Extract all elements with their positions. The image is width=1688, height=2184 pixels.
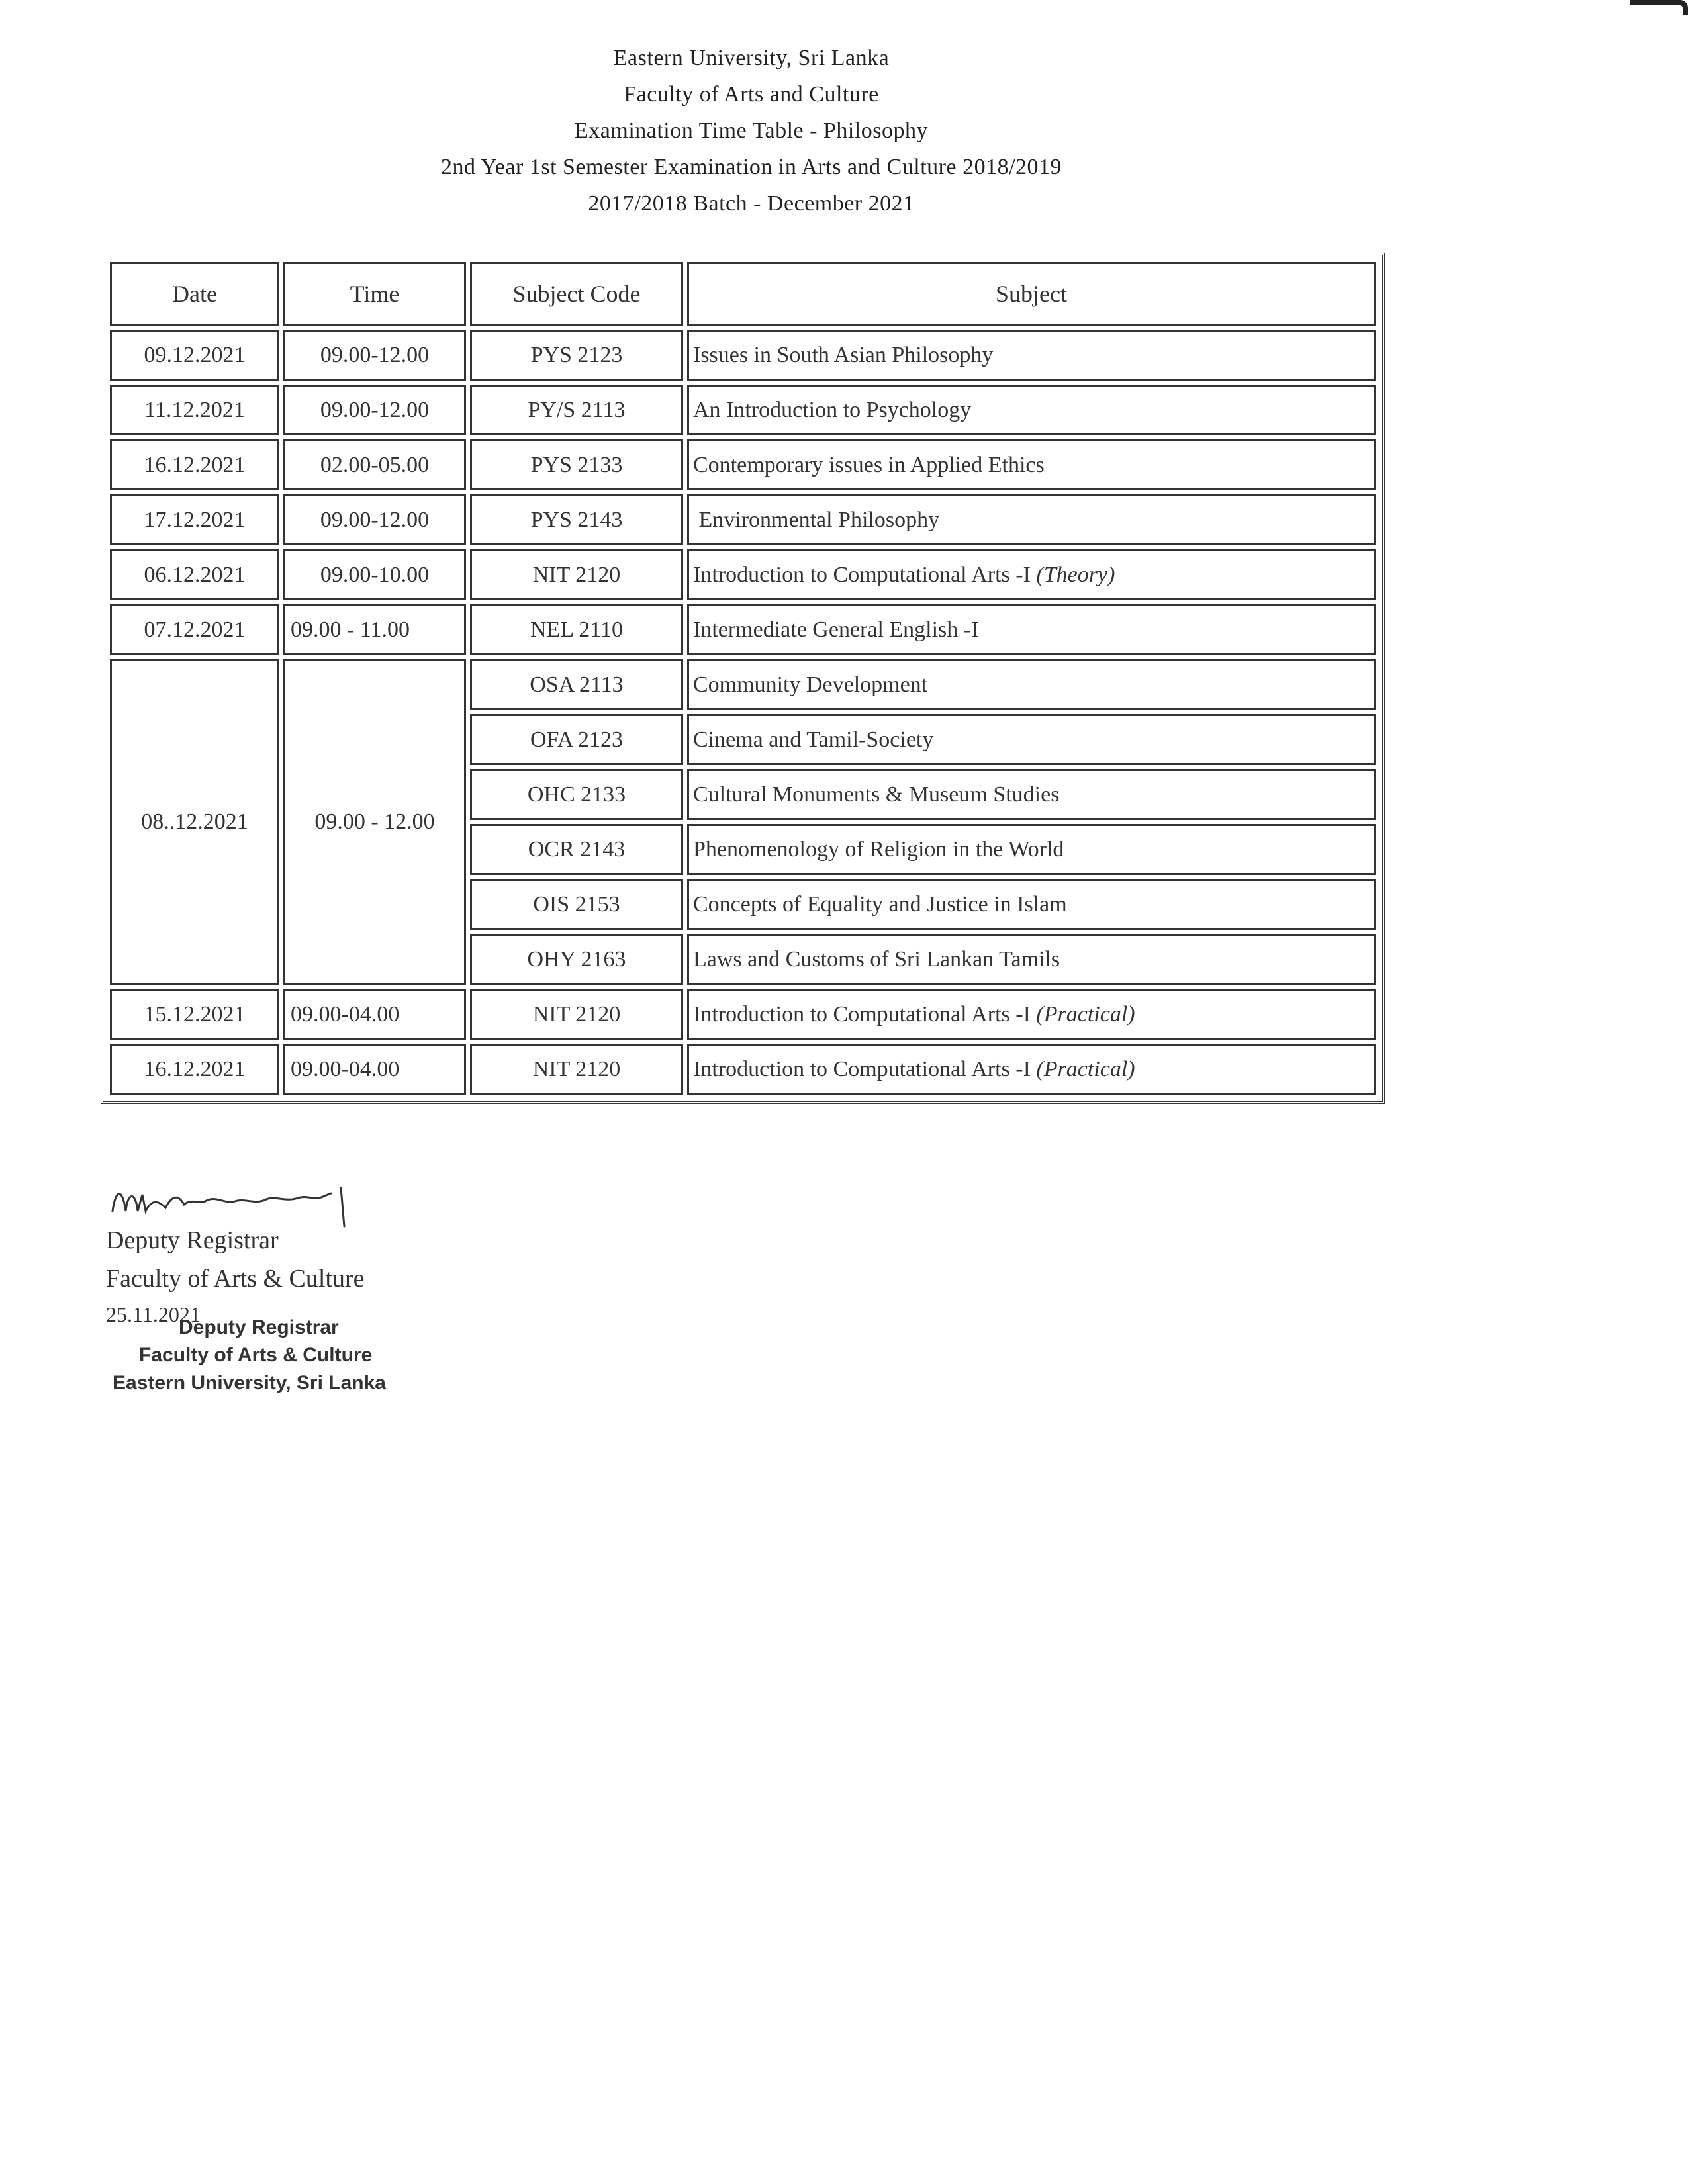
cell-subject <box>687 934 1376 985</box>
subject-text: Concepts of Equality and Justice in Islam <box>693 891 1067 917</box>
cell-code: NIT 2120 <box>470 549 683 600</box>
cell-code: OIS 2153 <box>470 879 683 930</box>
table-row <box>110 659 1376 710</box>
cell-code: OFA 2123 <box>470 714 683 765</box>
subject-text: An Introduction to Psychology <box>693 397 972 422</box>
table-row <box>110 989 1376 1040</box>
cell-subject <box>687 769 1376 820</box>
subject-text: Environmental Philosophy <box>698 507 940 532</box>
table-row <box>110 1044 1376 1095</box>
stamp-line-2: Faculty of Arts & Culture <box>139 1344 373 1366</box>
cell-subject <box>687 1044 1376 1095</box>
subject-text: Phenomenology of Religion in the World <box>693 837 1064 862</box>
subject-text: Intermediate General English -I <box>693 617 979 642</box>
document-header <box>0 40 1503 222</box>
cell-date: 17.12.2021 <box>110 494 279 545</box>
signatory-faculty: Faculty of Arts & Culture <box>106 1265 365 1293</box>
subject-text: Cultural Monuments & Museum Studies <box>693 782 1060 807</box>
table-row <box>110 494 1376 545</box>
cell-time: 02.00-05.00 <box>283 439 466 490</box>
handwritten-signature <box>106 1175 450 1221</box>
cell-code: OHY 2163 <box>470 934 683 985</box>
header-subject-code: Subject Code <box>470 262 683 326</box>
cell-subject <box>687 439 1376 490</box>
official-stamp <box>113 1314 386 1397</box>
timetable-frame <box>101 253 1385 1104</box>
cell-time: 09.00-04.00 <box>283 1044 466 1095</box>
signature-block <box>106 1175 450 1331</box>
cell-subject <box>687 330 1376 381</box>
cell-time: 09.00-10.00 <box>283 549 466 600</box>
cell-code: PYS 2123 <box>470 330 683 381</box>
cell-code: PYS 2143 <box>470 494 683 545</box>
signatory-title: Deputy Registrar <box>106 1226 279 1254</box>
timetable-title: Examination Time Table - Philosophy <box>575 118 928 143</box>
subject-mode: (Practical) <box>1036 1056 1135 1081</box>
cell-date: 09.12.2021 <box>110 330 279 381</box>
table-row <box>110 385 1376 435</box>
cell-time: 09.00-12.00 <box>283 494 466 545</box>
cell-date: 07.12.2021 <box>110 604 279 655</box>
cell-code: NIT 2120 <box>470 1044 683 1095</box>
cell-subject <box>687 494 1376 545</box>
subject-text: Introduction to Computational Arts -I <box>693 562 1031 587</box>
subject-text: Introduction to Computational Arts -I <box>693 1001 1031 1026</box>
cell-date: 16.12.2021 <box>110 439 279 490</box>
cell-date: 06.12.2021 <box>110 549 279 600</box>
cell-subject <box>687 879 1376 930</box>
cell-time: 09.00-12.00 <box>283 330 466 381</box>
cell-subject <box>687 824 1376 875</box>
cell-time: 09.00-12.00 <box>283 385 466 435</box>
cell-code: PYS 2133 <box>470 439 683 490</box>
subject-text: Contemporary issues in Applied Ethics <box>693 452 1045 477</box>
table-row <box>110 549 1376 600</box>
cell-code: OCR 2143 <box>470 824 683 875</box>
cell-subject <box>687 659 1376 710</box>
subject-text: Laws and Customs of Sri Lankan Tamils <box>693 946 1060 972</box>
cell-code: PY/S 2113 <box>470 385 683 435</box>
subject-mode: (Practical) <box>1036 1001 1135 1026</box>
stamp-line-3: Eastern University, Sri Lanka <box>113 1372 386 1394</box>
cell-time: 09.00 - 11.00 <box>283 604 466 655</box>
subject-text: Introduction to Computational Arts -I <box>693 1056 1031 1081</box>
cell-date-group: 08..12.2021 <box>110 659 279 985</box>
subject-mode: (Theory) <box>1036 562 1115 587</box>
batch-info: 2017/2018 Batch - December 2021 <box>588 191 915 216</box>
cell-time: 09.00-04.00 <box>283 989 466 1040</box>
cell-code: OSA 2113 <box>470 659 683 710</box>
subject-text: Issues in South Asian Philosophy <box>693 342 994 367</box>
header-subject: Subject <box>687 262 1376 326</box>
timetable <box>106 258 1380 1099</box>
university-name: Eastern University, Sri Lanka <box>613 46 890 70</box>
cell-time-group: 09.00 - 12.00 <box>283 659 466 985</box>
header-date: Date <box>110 262 279 326</box>
cell-subject <box>687 989 1376 1040</box>
subject-text: Community Development <box>693 672 928 697</box>
cell-subject <box>687 714 1376 765</box>
cell-subject <box>687 549 1376 600</box>
subject-text: Cinema and Tamil-Society <box>693 727 934 752</box>
table-header-row <box>110 262 1376 326</box>
signature-scribble-icon <box>106 1175 384 1228</box>
table-row <box>110 330 1376 381</box>
header-time: Time <box>283 262 466 326</box>
signature-date: 25.11.2021 <box>106 1302 201 1326</box>
faculty-name: Faculty of Arts and Culture <box>624 82 879 107</box>
exam-description: 2nd Year 1st Semester Examination in Arts and Culture 2018/2019 <box>440 155 1062 179</box>
cell-code: NIT 2120 <box>470 989 683 1040</box>
scan-corner-mark <box>1630 0 1688 15</box>
table-row <box>110 439 1376 490</box>
cell-date: 11.12.2021 <box>110 385 279 435</box>
cell-subject <box>687 604 1376 655</box>
cell-date: 15.12.2021 <box>110 989 279 1040</box>
cell-date: 16.12.2021 <box>110 1044 279 1095</box>
cell-subject <box>687 385 1376 435</box>
stamp-line-1: Deputy Registrar <box>179 1316 339 1338</box>
cell-code: OHC 2133 <box>470 769 683 820</box>
table-row <box>110 604 1376 655</box>
cell-code: NEL 2110 <box>470 604 683 655</box>
